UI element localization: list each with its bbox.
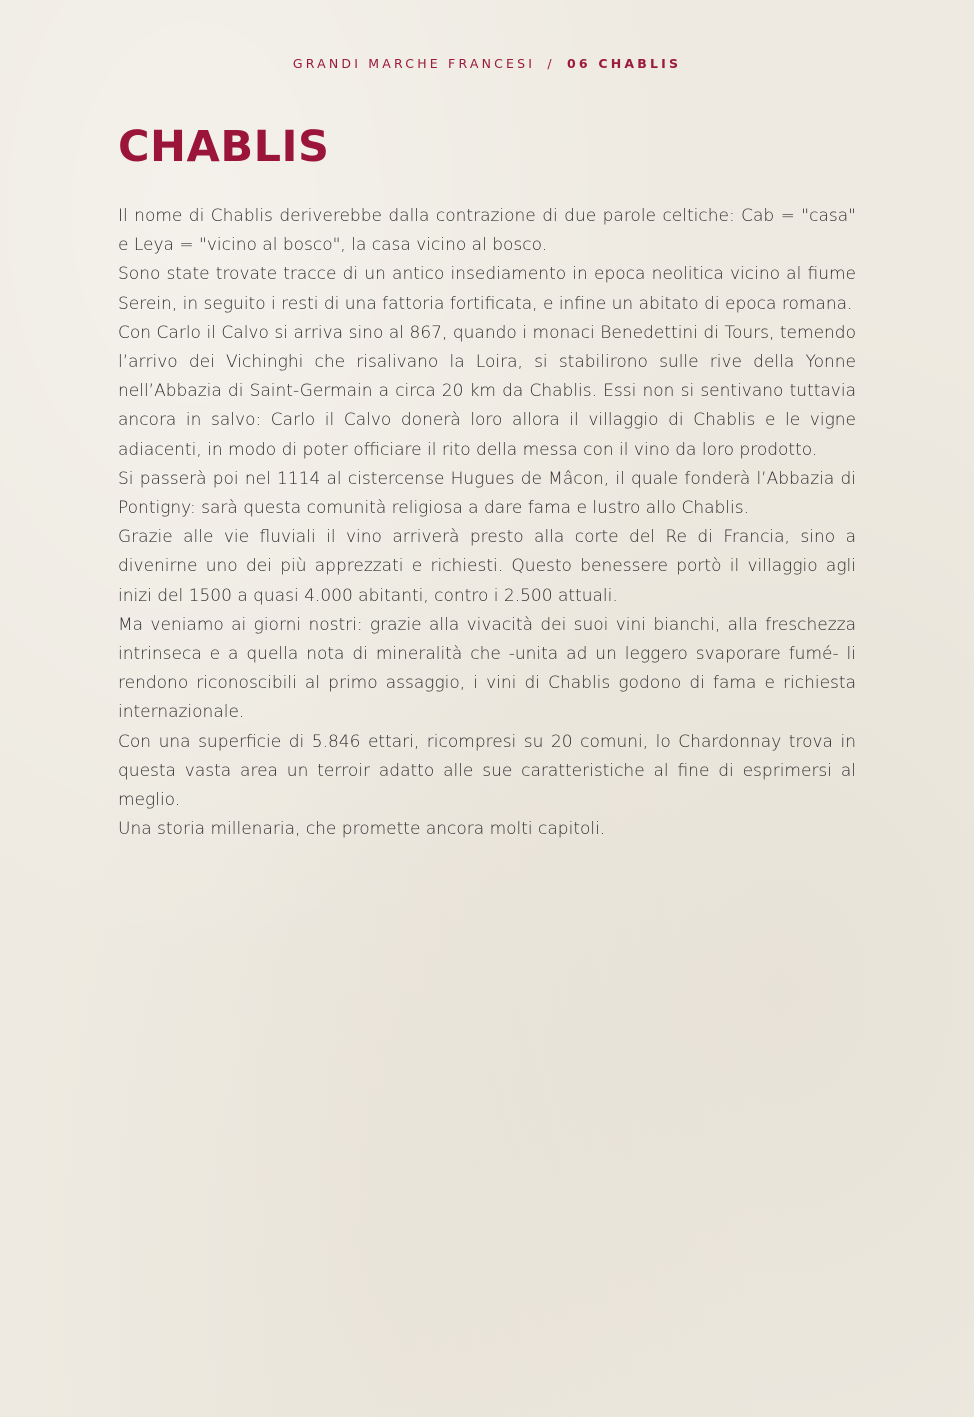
page-title: CHABLIS (118, 122, 330, 172)
paragraph: Grazie alle vie fluviali il vino arriverà presto alla corte del Re di Francia, sino a divenirne uno dei più apprezzati e richiesti. Questo benessere portò il villaggio agli inizi del 1500 a quasi 4.000 abitanti, contro i 2.500 attuali. (118, 527, 856, 606)
paragraph: Sono state trovate tracce di un antico insediamento in epoca neolitica vicino al fiume Serein, in seguito i resti di una fattoria fortificata, e infine un abitato di epoca romana. (118, 264, 856, 314)
paragraph: Con Carlo il Calvo si arriva sino al 867, quando i monaci Benedettini di Tours, temendo l’arrivo dei Vichinghi che risalivano la Loira, si stabilirono sulle rive della Yonne nell’Abbazia di Saint-Germain a circa 20 km da Chablis. Essi non si sentivano tuttavia ancora in salvo: Carlo il Calvo donerà loro allora il villaggio di Chablis e le vigne adiacenti, in modo di poter officiare il rito della messa con il vino da loro prodotto. (118, 322, 856, 460)
header-separator: / (547, 56, 555, 71)
paragraph: Ma veniamo ai giorni nostri: grazie alla vivacità dei suoi vini bianchi, alla freschezza intrinseca e a quella nota di mineralità che -unita ad un leggero svaporare fumé- li rendono riconoscibili al primo assaggio, i vini di Chablis godono di fama e richiesta internazionale. (118, 614, 856, 723)
paragraph: Si passerà poi nel 1114 al cistercense Hugues de Mâcon, il quale fonderà l’Abbazia di Pontigny: sarà questa comunità religiosa a dare fama e lustro allo Chablis. (118, 468, 856, 519)
header-chapter: 06 CHABLIS (566, 56, 682, 71)
body-text (118, 202, 856, 844)
paragraph: Il nome di Chablis deriverebbe dalla contrazione di due parole celtiche: Cab = "casa" e Leya = "vicino al bosco", la casa vicino al bosco. (118, 206, 856, 256)
running-header (0, 56, 974, 71)
paragraph: Con una superficie di 5.846 ettari, ricompresi su 20 comuni, lo Chardonnay trova in questa vasta area un terroir adatto alle sue caratteristiche al fine di esprimersi al meglio. (118, 731, 856, 811)
header-section: GRANDI MARCHE FRANCESI (292, 56, 536, 71)
paragraph: Una storia millenaria, che promette ancora molti capitoli. (118, 819, 606, 840)
